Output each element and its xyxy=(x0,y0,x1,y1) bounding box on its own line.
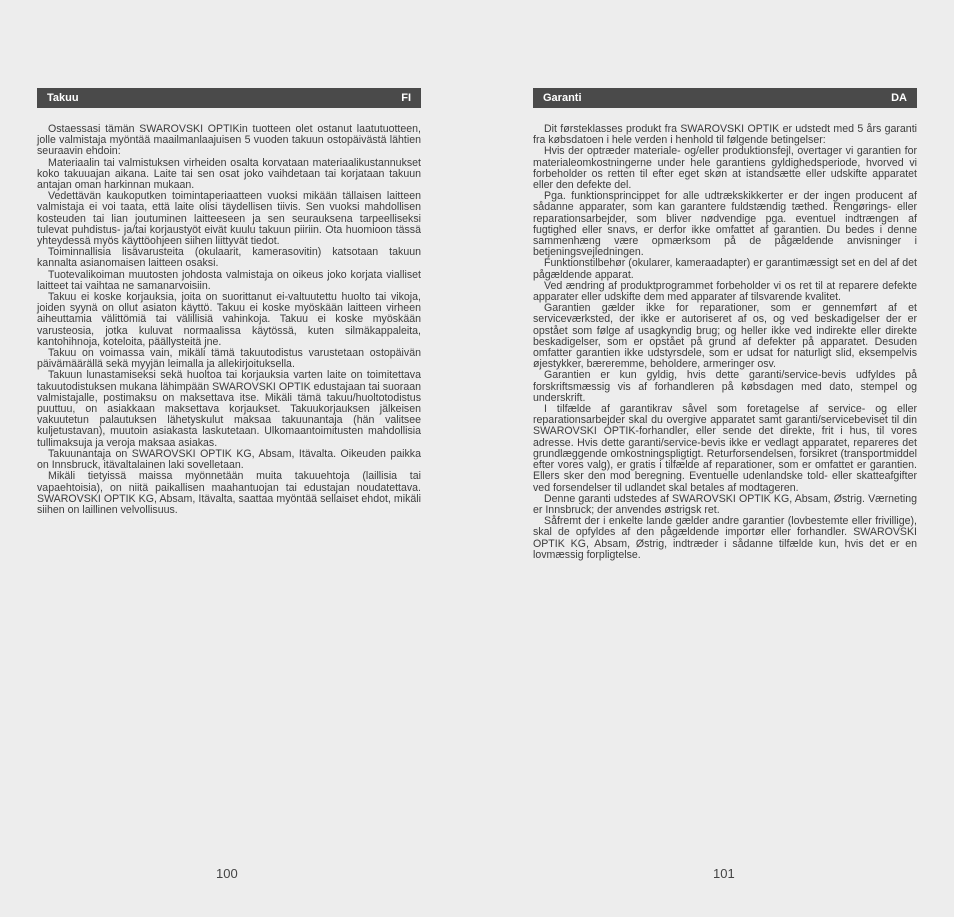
paragraph: Toiminnallisia lisävarusteita (okulaarit, kamerasovitin) katsotaan takuun kannalta asianomaisen laitteen osaksi. xyxy=(37,246,421,270)
paragraph: Ved ændring af produktprogrammet forbeholder vi os ret til at reparere defekte apparater eller udskifte dem med apparater af tilsvarende kvalitet. xyxy=(533,279,917,304)
paragraph: Vedettävän kaukoputken toimintaperiaatteen vuoksi mikään tällaisen laitteen valmistaja ei voi taata, että laite olisi täydellisen tiivis. Sen vuoksi mahdollisen kosteuden tai lian joutuminen laitteeseen ja sen seurauksena tarpeelliseksi tulevat puhdistus- ja/tai korjaustyöt eivät kuulu takuun piiriin. Ota huomioon tässä yhteydessä myös käyttöohjeen siihen liittyvät tiedot. xyxy=(37,190,421,248)
page-number: 100 xyxy=(216,866,238,881)
language-code: FI xyxy=(401,92,411,104)
section-header-da xyxy=(533,88,917,108)
paragraph: I tilfælde af garantikrav såvel som foretagelse af service- og eller reparationsarbejder skal du overgive apparatet samt garanti/servicebeviset til din SWAROVSKI OPTIK-forhandler, eller sende det direkte, frit i hus, til vores adresse. Hvis dette garanti/service-bevis ikke er vedlagt apparatet, repareres det grundlæggende omkostningspligtigt. Returforsendelsen, forsikret (transportmiddel efter vores valg), er gratis i tilfælde af reparationer, som er omfattet er garantien. Ellers sker den mod beregning. Eventuelle udenlandske told- eller skatteafgifter ved forsendelser til udlandet skal betales af modtageren. xyxy=(533,403,917,494)
paragraph: Takuun lunastamiseksi sekä huoltoa tai korjauksia varten laite on toimitettava takuutodistuksen mukana lähimpään SWAROVSKI OPTIK edustajaan tai suoraan valmistajalle, postimaksu on maksettava itse. Mikäli tämä takuu/huoltotodistus puuttuu, on asiakkaan maksettava korjaukset. Takuukorjauksen jälkeisen vakuutetun palautuksen lähetyskulut maksaa takuunantaja (hän valitsee kuljetustavan), muutoin asiakasta laskutetaan. Ulkomaantoimitusten mahdollisia tullimaksuja ja veroja maksaa asiakas. xyxy=(37,369,421,449)
paragraph: Takuu on voimassa vain, mikäli tämä takuutodistus varustetaan ostopäivän päivämäärällä sekä myyjän leimalla ja allekirjoituksella. xyxy=(37,347,421,371)
section-header-fi xyxy=(37,88,421,108)
warranty-text-da xyxy=(533,124,917,561)
right-page xyxy=(477,0,954,917)
paragraph: Ostaessasi tämän SWAROVSKI OPTIKin tuotteen olet ostanut laatutuotteen, jolle valmistaja myöntää maailmanlaajuisen 5 vuoden takuun ostopäivästä lähtien seuraavin ehdoin: xyxy=(37,123,421,158)
language-code: DA xyxy=(891,92,907,104)
paragraph: Garantien er kun gyldig, hvis dette garanti/service-bevis udfyldes på forskriftsmæssig vis af forhandleren på købsdagen med dato, stempel og underskrift. xyxy=(533,369,917,404)
paragraph: Takuu ei koske korjauksia, joita on suorittanut ei-valtuutettu huolto tai vikoja, joiden syynä on ollut asiaton käyttö. Takuu ei koske myöskään laitteen virheen aiheuttamia välittömiä tai välillisiä vahinkoja. Takuu ei koske myöskään varusteosia, jotka kuluvat normaalissa käytössä, kuten silmäkappaleita, kantohihnoja, koteloita, päällysteitä jne. xyxy=(37,291,421,348)
paragraph: Takuunantaja on SWAROVSKI OPTIK KG, Absam, Itävalta. Oikeuden paikka on Innsbruck, itävaltalainen laki sovelletaan. xyxy=(37,447,421,472)
warranty-text-fi xyxy=(37,124,421,516)
paragraph: Dit førsteklasses produkt fra SWAROVSKI OPTIK er udstedt med 5 års garanti fra købsdatoen i hele verden i henhold til følgende betingelser: xyxy=(533,123,917,147)
paragraph: Såfremt der i enkelte lande gælder andre garantier (lovbestemte eller frivillige), skal de opfyldes af den pågældende importør eller forhandler. SWAROVSKI OPTIK KG, Absam, Østrig, indtræder i sådanne tilfælde kun, hvis det er en lovmæssig forpligtelse. xyxy=(533,515,917,561)
paragraph: Materiaalin tai valmistuksen virheiden osalta korvataan materiaalikustannukset koko takuuajan aikana. Laite tai sen osat joko vaihdetaan tai korjataan takuun antajan oman harkinnan mukaan. xyxy=(37,156,421,192)
page-number: 101 xyxy=(713,866,735,881)
section-title: Garanti xyxy=(543,92,582,104)
paragraph: Pga. funktionsprincippet for alle udtrækskikkerter er der ingen producent af sådanne apparater, som kan garantere fuldstændig tæthed. Rengørings- eller reparationsarbejder, som bliver nødvendige pga. eventuel indtrængen af fugtighed eller snavs, er derfor ikke omfattet af garantien. Du bedes i denne sammenhæng være opmærksom på de pågældende anvisninger i betjeningsvejledningen. xyxy=(533,190,917,259)
paragraph: Garantien gælder ikke for reparationer, som er gennemført af et serviceværksted, der ikke er autoriseret af os, og ved beskadigelser der er opstået som følge af usagkyndig brug; og heller ikke ved indirekte eller direkte beskadigelser, som er opstået på grund af defekter på apparatet. Desuden omfatter garantien ikke udstyrsdele, som er udsat for naturligt slid, eksempelvis øjestykker, bæreremme, beholdere, armeringer osv. xyxy=(533,302,917,371)
paragraph: Mikäli tietyissä maissa myönnetään muita takuuehtoja (laillisia tai vapaehtoisia), on niitä paikallisen maahantuojan tai edustajan noudatettava. SWAROVSKI OPTIK KG, Absam, Itävalta, saattaa myöntää sellaiset ehdot, mikäli siihen on laillinen velvollisuus. xyxy=(37,470,421,516)
paragraph: Hvis der optræder materiale- og/eller produktionsfejl, overtager vi garantien for materialeomkostningerne under hele garantiens gyldighedsperiode, hvorved vi forbeholder os retten til efter eget skøn at istandsætte eller udskifte apparatet eller den defekte del. xyxy=(533,145,917,192)
paragraph: Denne garanti udstedes af SWAROVSKI OPTIK KG, Absam, Østrig. Værneting er Innsbruck; der anvendes østrigsk ret. xyxy=(533,492,917,516)
paragraph: Funktionstilbehør (okularer, kameraadapter) er garantimæssigt set en del af det pågældende apparat. xyxy=(533,257,917,281)
section-title: Takuu xyxy=(47,92,79,104)
paragraph: Tuotevalikoiman muutosten johdosta valmistaja on oikeus joko korjata vialliset laitteet tai vaihtaa ne samanarvoisiin. xyxy=(37,268,421,292)
